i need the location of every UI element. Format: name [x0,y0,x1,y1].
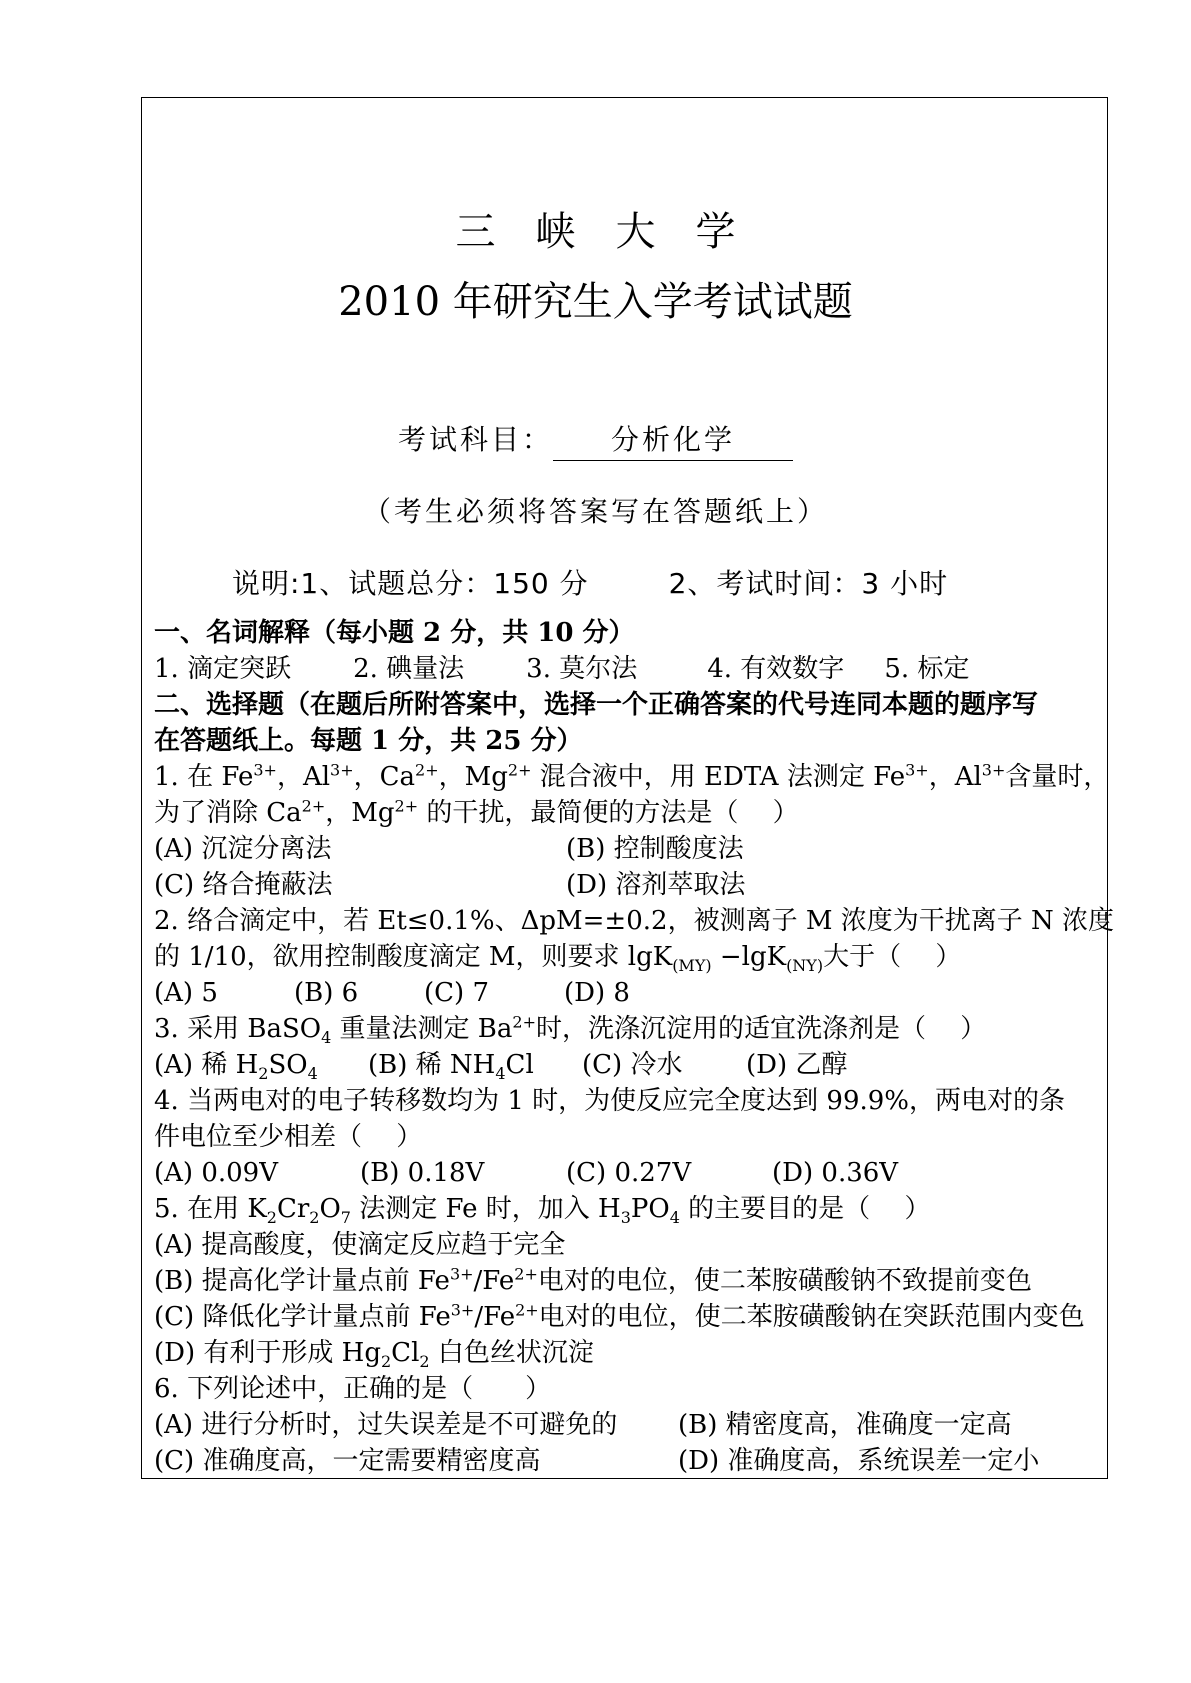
school-char: 学 [695,209,736,255]
q1-options-row1 [154,831,1098,867]
q3-option-d: (D) 乙醇 [746,1050,848,1080]
q1-option-b: (B) 控制酸度法 [566,834,744,864]
q4-stem-line2: 件电位至少相差（ ） [154,1122,423,1152]
q6-option-a: (A) 进行分析时，过失误差是不可避免的 [154,1410,618,1440]
answer-notice: （考生必须将答案写在答题纸上） [362,495,828,528]
q3-option-a: (A) 稀 $H_2SO_4$ [154,1050,318,1084]
q4-options [154,1155,1098,1191]
q4-option-c: (C) 0.27V [566,1158,692,1188]
subject-label: 考试科目： [397,423,553,456]
section1-heading: 一、名词解释（每小题 2 分，共 10 分） [154,618,635,648]
q2-option-d: (D) 8 [564,978,630,1008]
q5-option-d: (D) 有利于形成 $Hg_2Cl_2$ 白色丝状沉淀 [154,1338,594,1372]
q4-option-a: (A) 0.09V [154,1158,278,1188]
exam-instructions [232,562,948,602]
q1-option-d: (D) 溶剂萃取法 [566,870,746,900]
term-item: 1. 滴定突跃 [154,654,292,684]
q6-options-row2 [154,1443,1098,1479]
q5-option-c: (C) 降低化学计量点前 $Fe^{3+}/Fe^{2+}$电对的电位，使二苯胺磺酸钠在突跃范围内变色 [154,1300,1085,1332]
term-item: 2. 碘量法 [353,654,465,684]
q1-option-c: (C) 络合掩蔽法 [154,870,333,900]
q2-options [154,975,1098,1011]
q5-option-a: (A) 提高酸度，使滴定反应趋于完全 [154,1230,566,1260]
term-list [154,651,1098,687]
q5-option-b: (B) 提高化学计量点前 $Fe^{3+}/Fe^{2+}$电对的电位，使二苯胺磺酸钠不致提前变色 [154,1264,1032,1296]
term-item: 5. 标定 [884,654,970,684]
section2-heading-line1: 二、选择题（在题后所附答案中，选择一个正确答案的代号连同本题的题序写 [154,690,1039,720]
q2-option-a: (A) 5 [154,978,218,1008]
q6-options-row1 [154,1407,1098,1443]
school-char: 峡 [535,209,576,255]
exam-content [154,615,1114,1479]
q1-options-row2 [154,867,1098,903]
q6-option-c: (C) 准确度高，一定需要精密度高 [154,1446,541,1476]
q3-stem: 3. 采用 BaSO$_4$ 重量法测定 $Ba^{2+}$时，洗涤沉淀用的适宜洗涤剂是（ ） [154,1012,987,1048]
q2-option-c: (C) 7 [424,978,489,1008]
q2-stem-line1: 2. 络合滴定中，若 Et≤0.1%、ΔpM=±0.2，被测离子 M 浓度为干扰离子 N 浓度 [154,906,1114,936]
q3-option-b: (B) 稀 $NH_4Cl$ [368,1050,534,1084]
subject-value: 分析化学 [553,418,793,461]
q6-option-d: (D) 准确度高，系统误差一定小 [678,1446,1040,1476]
q6-option-b: (B) 精密度高，准确度一定高 [678,1410,1012,1440]
q2-option-b: (B) 6 [294,978,359,1008]
q2-stem-line2: 的 1/10，欲用控制酸度滴定 M，则要求 lgK$_{(MY)}$ −lgK$_{(NY)}$大于（ ） [154,942,962,976]
q1-option-a: (A) 沉淀分离法 [154,834,332,864]
q1-stem-line1: 1. 在 $Fe^{3+}$，$Al^{3+}$，$Ca^{2+}$，$Mg^{2+}$ 混合液中，用 EDTA 法测定 $Fe^{3+}$，$Al^{3+}$含量时， [154,760,1110,792]
total-score: 说明:1、试题总分：150 分 [232,567,589,600]
q3-options [154,1047,1098,1083]
section2-heading-line2: 在答题纸上。每题 1 分，共 25 分） [154,726,583,756]
q4-stem-line1: 4. 当两电对的电子转移数均为 1 时，为使反应完全度达到 99.9%，两电对的条 [154,1086,1066,1116]
q6-stem: 6. 下列论述中，正确的是（ ） [154,1374,552,1404]
exam-subject [0,418,1191,461]
q3-option-c: (C) 冷水 [582,1050,683,1080]
term-item: 4. 有效数字 [707,654,845,684]
term-item: 3. 莫尔法 [526,654,638,684]
q5-stem: 5. 在用 $K_2Cr_2O_7$ 法测定 Fe 时，加入 $H_3PO_4$ 的主要目的是（ ） [154,1194,931,1228]
q4-option-d: (D) 0.36V [772,1158,899,1188]
exam-title: 2010 年研究生入学考试试题 [338,279,853,325]
q4-option-b: (B) 0.18V [360,1158,485,1188]
school-char: 大 [615,209,656,255]
school-name [0,200,1191,257]
q1-stem-line2: 为了消除 $Ca^{2+}$，$Mg^{2+}$ 的干扰，最简便的方法是（ ） [154,796,799,828]
school-char: 三 [455,209,496,255]
exam-duration: 2、考试时间：3 小时 [668,567,949,600]
